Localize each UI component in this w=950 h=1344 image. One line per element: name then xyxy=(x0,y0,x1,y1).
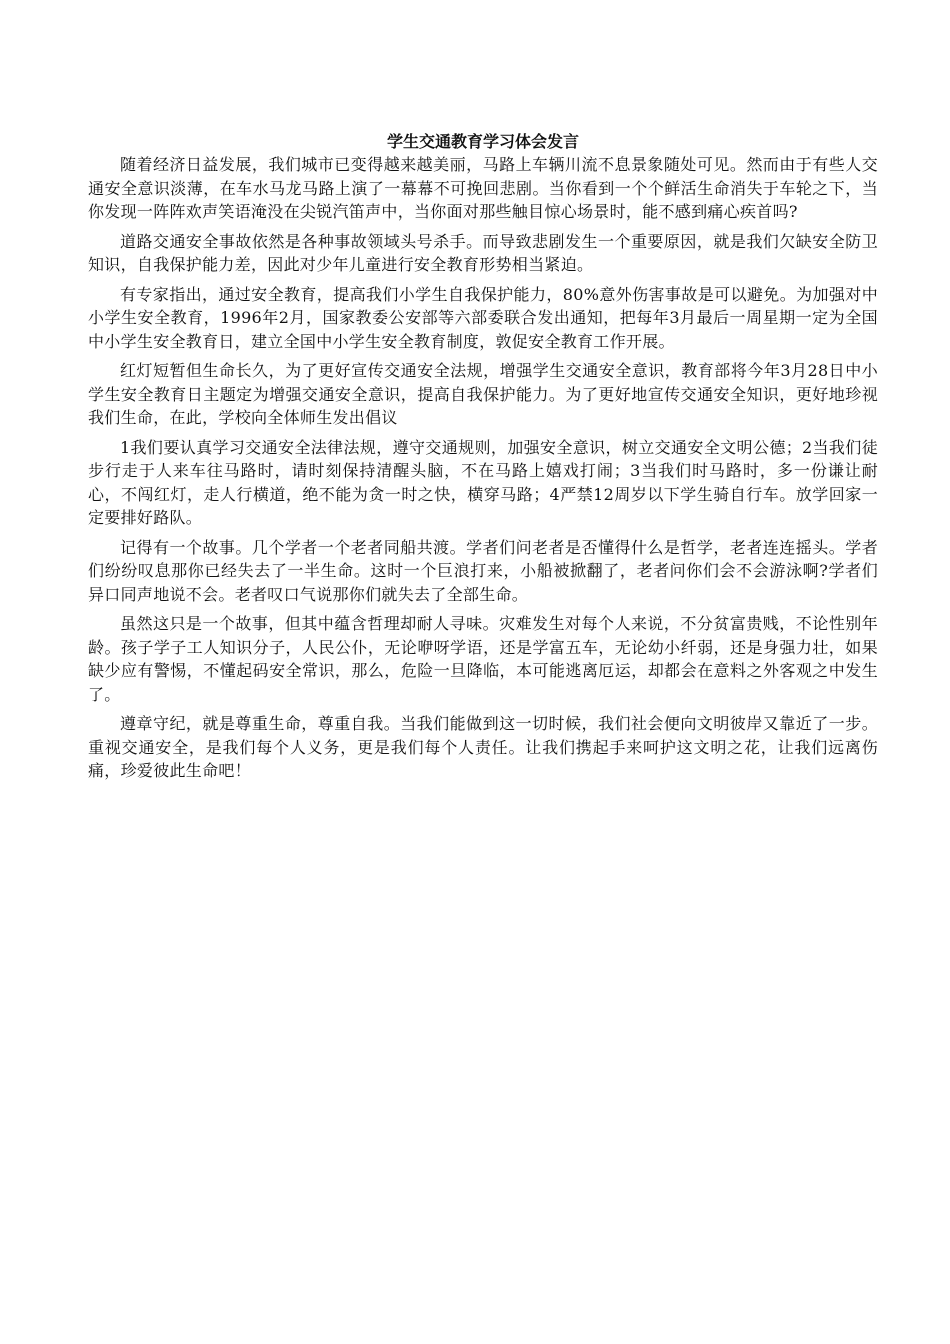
paragraph: 道路交通安全事故依然是各种事故领域头号杀手。而导致悲剧发生一个重要原因，就是我们欠缺安全防卫知识，自我保护能力差，因此对少年儿童进行安全教育形势相当紧迫。 xyxy=(88,231,878,274)
paragraph: 红灯短暂但生命长久，为了更好宣传交通安全法规，增强学生交通安全意识，教育部将今年3月28日中小学生安全教育日主题定为增强交通安全意识，提高自我保护能力。为了更好地宣传交通安全知识，更好地珍视我们生命，在此，学校向全体师生发出倡议 xyxy=(88,361,878,427)
paragraph: 1我们要认真学习交通安全法律法规，遵守交通规则，加强安全意识，树立交通安全文明公德；2当我们徒步行走于人来车往马路时，请时刻保持清醒头脑，不在马路上嬉戏打闹；3当我们时马路时，多一份谦让耐心，不闯红灯，走人行横道，绝不能为贪一时之快，横穿马路；4严禁12周岁以下学生骑自行车。放学回家一定要排好路队。 xyxy=(88,437,878,527)
document-body xyxy=(88,131,878,789)
document-title: 学生交通教育学习体会发言 xyxy=(386,132,579,151)
paragraph: 有专家指出，通过安全教育，提高我们小学生自我保护能力，80%意外伤害事故是可以避免。为加强对中小学生安全教育，1996年2月，国家教委公安部等六部委联合发出通知，把每年3月最后一周星期一定为全国中小学生安全教育日，建立全国中小学生安全教育制度，敦促安全教育工作开展。 xyxy=(88,284,878,351)
paragraph: 记得有一个故事。几个学者一个老者同船共渡。学者们问老者是否懂得什么是哲学，老者连连摇头。学者们纷纷叹息那你已经失去了一半生命。这时一个巨浪打来，小船被掀翻了，老者问你们会不会游泳啊?学者们异口同声地说不会。老者叹口气说那你们就失去了全部生命。 xyxy=(88,537,878,604)
paragraph: 虽然这只是一个故事，但其中蕴含哲理却耐人寻味。灾难发生对每个人来说，不分贫富贵贱，不论性别年龄。孩子学子工人知识分子，人民公仆，无论咿呀学语，还是学富五车，无论幼小纤弱，还是身强力壮，如果缺少应有警惕，不懂起码安全常识，那么，危险一旦降临，本可能逃离厄运，却都会在意料之外客观之中发生了。 xyxy=(88,614,878,704)
paragraph: 遵章守纪，就是尊重生命，尊重自我。当我们能做到这一切时候，我们社会便向文明彼岸又靠近了一步。重视交通安全，是我们每个人义务，更是我们每个人责任。让我们携起手来呵护这文明之花，让我们远离伤痛，珍爱彼此生命吧！ xyxy=(88,714,878,780)
paragraph: 随着经济日益发展，我们城市已变得越来越美丽，马路上车辆川流不息景象随处可见。然而由于有些人交通安全意识淡薄，在车水马龙马路上演了一幕幕不可挽回悲剧。当你看到一个个鲜活生命消失于车轮之下，当你发现一阵阵欢声笑语淹没在尖锐汽笛声中，当你面对那些触目惊心场景时，能不感到痛心疾首吗? xyxy=(88,155,878,221)
